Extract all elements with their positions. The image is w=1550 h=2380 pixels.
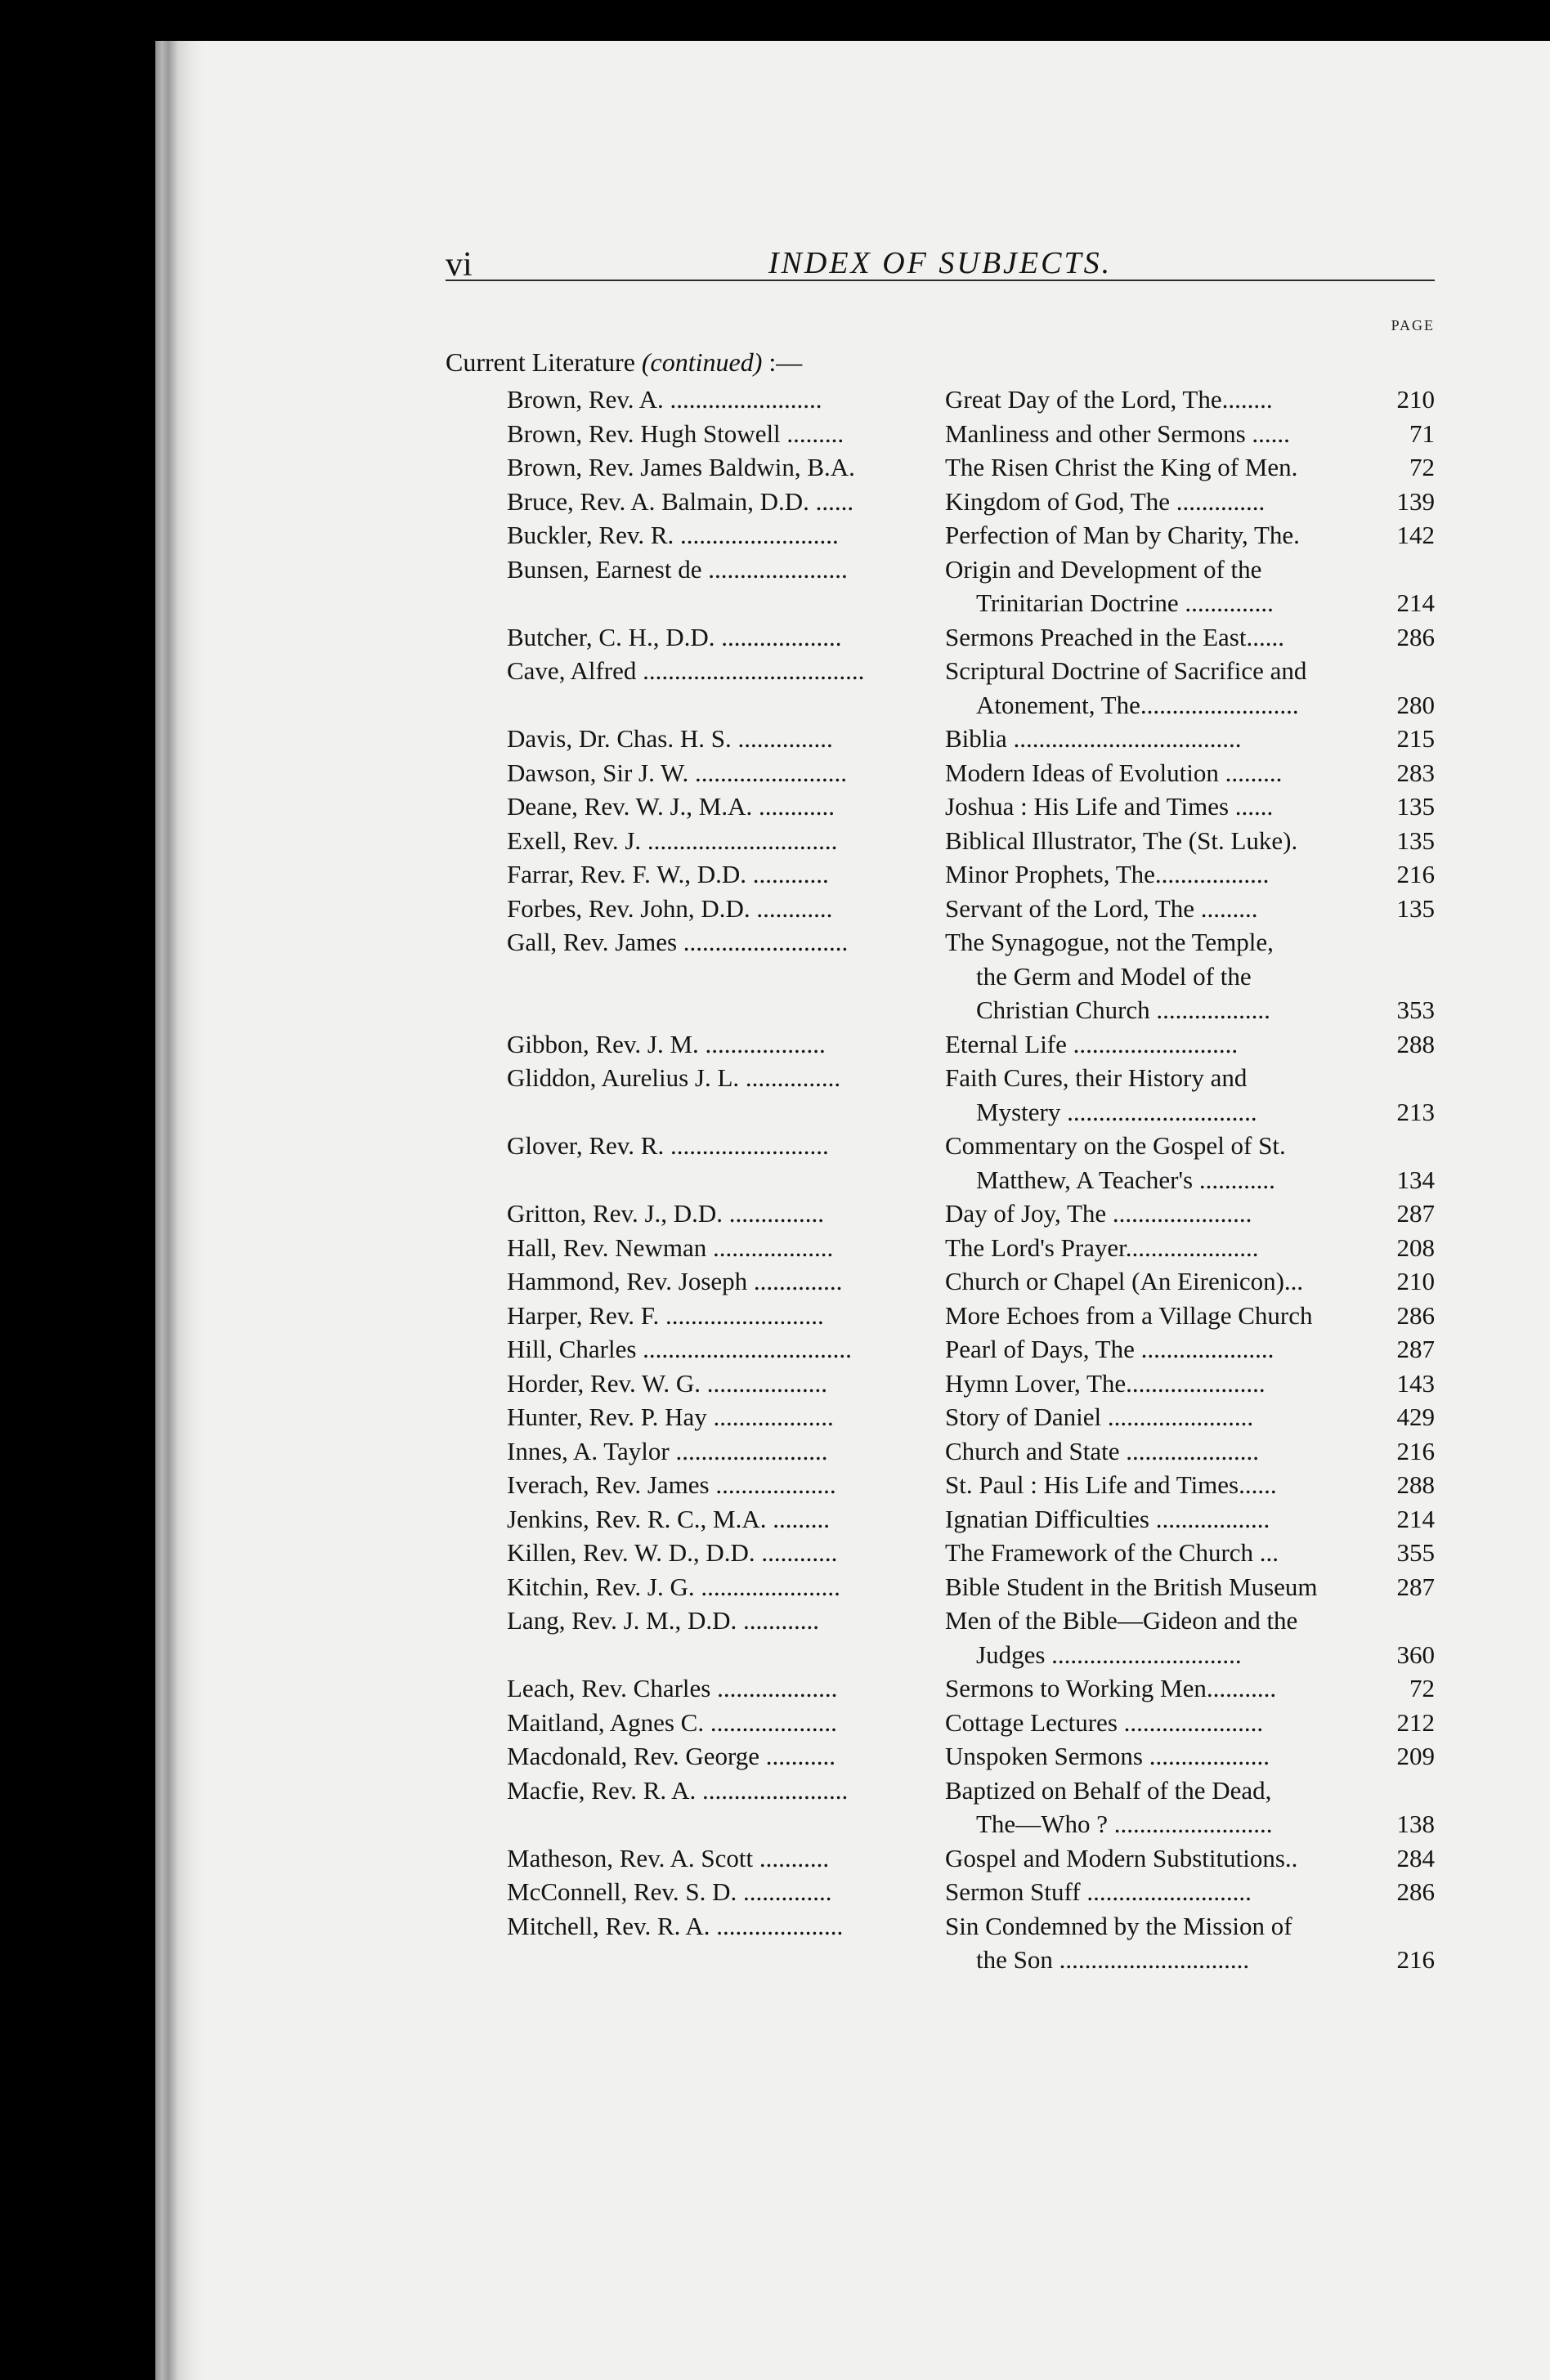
entry-page-number: 284 xyxy=(1396,1843,1435,1872)
entry-author: McConnell, Rev. S. D. .............. xyxy=(507,1877,832,1906)
entry-title: Hymn Lover, The...................... xyxy=(945,1368,1266,1398)
entry-author: Kitchin, Rev. J. G. ...................... xyxy=(507,1572,840,1601)
index-entry xyxy=(507,1706,1435,1740)
index-entry xyxy=(507,1027,1435,1062)
entry-page-number: 287 xyxy=(1396,1572,1435,1601)
entry-author: Hill, Charles ................................. xyxy=(507,1335,852,1363)
index-entry xyxy=(507,1231,1435,1265)
entry-author: Butcher, C. H., D.D. ................... xyxy=(507,622,842,651)
index-entry xyxy=(507,1739,1435,1774)
entry-page-number: 216 xyxy=(1396,860,1435,888)
index-entry xyxy=(507,824,1435,858)
entry-title: The Framework of the Church ... xyxy=(945,1538,1279,1567)
entry-author: Gritton, Rev. J., D.D. ............... xyxy=(507,1199,825,1228)
entry-page-number: 209 xyxy=(1396,1742,1435,1770)
entry-author: Mitchell, Rev. R. A. .................... xyxy=(507,1911,844,1940)
index-entry xyxy=(507,925,1435,1027)
entry-title: Minor Prophets, The.................. xyxy=(945,860,1270,888)
entry-title: Ignatian Difficulties .................. xyxy=(945,1504,1270,1533)
entry-title: Unspoken Sermons ................... xyxy=(945,1742,1270,1770)
index-entry xyxy=(507,654,1435,722)
entry-title: Scriptural Doctrine of Sacrifice and Atonement, The......................... xyxy=(945,656,1307,719)
entry-page-number: 280 xyxy=(1396,690,1435,719)
entry-page-number: 353 xyxy=(1396,995,1435,1024)
entry-page-number: 283 xyxy=(1396,758,1435,787)
entry-page-number: 138 xyxy=(1396,1810,1435,1838)
entry-page-number: 216 xyxy=(1396,1436,1435,1465)
entry-title: St. Paul : His Life and Times...... xyxy=(945,1470,1277,1499)
index-entry xyxy=(507,756,1435,790)
entry-author: Macfie, Rev. R. A. ....................... xyxy=(507,1775,849,1805)
entry-page-number: 72 xyxy=(1409,1674,1435,1702)
section-heading-text: Current Literature xyxy=(446,347,635,377)
section-continued-note: (continued) xyxy=(641,347,763,377)
entry-author: Iverach, Rev. James ................... xyxy=(507,1470,836,1499)
index-entry xyxy=(507,1468,1435,1502)
entry-author: Davis, Dr. Chas. H. S. ............... xyxy=(507,724,833,753)
entry-title: Manliness and other Sermons ...... xyxy=(945,418,1290,448)
entry-title: Church and State ..................... xyxy=(945,1436,1260,1465)
entry-title: Kingdom of God, The .............. xyxy=(945,486,1266,516)
entry-author: Harper, Rev. F. ......................... xyxy=(507,1300,824,1330)
entry-title: Story of Daniel ....................... xyxy=(945,1402,1254,1431)
entry-title: Servant of the Lord, The ......... xyxy=(945,893,1258,923)
entry-author: Farrar, Rev. F. W., D.D. ............ xyxy=(507,860,829,888)
entry-page-number: 143 xyxy=(1396,1368,1435,1398)
entry-author: Innes, A. Taylor ........................ xyxy=(507,1436,828,1465)
entry-title: Perfection of Man by Charity, The. xyxy=(945,521,1300,549)
entry-author: Killen, Rev. W. D., D.D. ............ xyxy=(507,1538,838,1567)
header-rule xyxy=(446,280,1435,281)
index-entry xyxy=(507,1774,1435,1841)
entry-title: Baptized on Behalf of the Dead, The—Who ? ......................... xyxy=(945,1775,1273,1838)
entry-page-number: 210 xyxy=(1396,1267,1435,1295)
entry-title: Faith Cures, their History and Mystery .............................. xyxy=(945,1063,1257,1126)
entry-page-number: 142 xyxy=(1396,521,1435,549)
index-entry xyxy=(507,1570,1435,1604)
entry-page-number: 286 xyxy=(1396,1300,1435,1330)
entry-page-number: 286 xyxy=(1396,1877,1435,1906)
entry-title: Day of Joy, The ...................... xyxy=(945,1199,1252,1228)
entry-author: Forbes, Rev. John, D.D. ............ xyxy=(507,893,833,923)
entry-page-number: 429 xyxy=(1396,1402,1435,1431)
entry-title: More Echoes from a Village Church xyxy=(945,1300,1313,1330)
index-entry xyxy=(507,1671,1435,1706)
entry-page-number: 135 xyxy=(1396,792,1435,821)
index-entry xyxy=(507,1332,1435,1367)
index-entry xyxy=(507,1061,1435,1129)
entry-page-number: 355 xyxy=(1396,1538,1435,1567)
entry-title: Pearl of Days, The ..................... xyxy=(945,1335,1274,1363)
entry-page-number: 213 xyxy=(1396,1097,1435,1126)
index-entry xyxy=(507,857,1435,892)
entry-author: Hall, Rev. Newman ................... xyxy=(507,1232,834,1262)
index-entry xyxy=(507,382,1435,417)
entry-title: Sin Condemned by the Mission of the Son .............................. xyxy=(945,1911,1292,1974)
entry-author: Gibbon, Rev. J. M. ................... xyxy=(507,1029,826,1058)
entry-title: Joshua : His Life and Times ...... xyxy=(945,792,1274,821)
entry-page-number: 214 xyxy=(1396,1504,1435,1533)
entry-page-number: 214 xyxy=(1396,588,1435,617)
entry-author: Bunsen, Earnest de ...................... xyxy=(507,554,848,584)
entry-page-number: 212 xyxy=(1396,1707,1435,1737)
entry-author: Deane, Rev. W. J., M.A. ............ xyxy=(507,792,835,821)
entry-title: Commentary on the Gospel of St. Matthew, A Teacher's ............ xyxy=(945,1131,1286,1194)
index-entry xyxy=(507,1367,1435,1401)
index-entry xyxy=(507,722,1435,756)
page-text-area xyxy=(446,245,1435,1974)
index-entry xyxy=(507,1264,1435,1299)
index-entry xyxy=(507,1197,1435,1231)
entry-page-number: 72 xyxy=(1409,453,1435,481)
index-entry xyxy=(507,1129,1435,1197)
entry-page-number: 288 xyxy=(1396,1470,1435,1499)
entry-title: The Risen Christ the King of Men. xyxy=(945,453,1298,481)
index-entry xyxy=(507,1841,1435,1876)
entry-author: Hammond, Rev. Joseph .............. xyxy=(507,1267,843,1295)
entry-page-number: 210 xyxy=(1396,385,1435,414)
entry-title: Biblical Illustrator, The (St. Luke). xyxy=(945,825,1298,855)
section-heading-suffix: :— xyxy=(768,347,803,377)
entry-author: Brown, Rev. James Baldwin, B.A. xyxy=(507,453,855,481)
entry-author: Jenkins, Rev. R. C., M.A. ......... xyxy=(507,1504,830,1533)
index-entry xyxy=(507,892,1435,926)
entry-author: Dawson, Sir J. W. ........................ xyxy=(507,758,847,787)
index-entry xyxy=(507,1299,1435,1333)
entry-title: Great Day of the Lord, The........ xyxy=(945,385,1273,414)
entry-author: Gall, Rev. James .......................... xyxy=(507,928,849,956)
entry-page-number: 135 xyxy=(1396,893,1435,923)
entry-page-number: 215 xyxy=(1396,724,1435,753)
entry-title: Eternal Life .......................... xyxy=(945,1029,1239,1058)
index-entry xyxy=(507,620,1435,655)
entry-title: Origin and Development of the Trinitarian Doctrine .............. xyxy=(945,554,1274,617)
entry-author: Brown, Rev. A. ........................ xyxy=(507,385,822,414)
entry-author: Hunter, Rev. P. Hay ................... xyxy=(507,1402,834,1431)
entry-title: The Synagogue, not the Temple, the Germ and Model of the Christian Church .................. xyxy=(945,928,1274,1024)
entry-author: Macdonald, Rev. George ........... xyxy=(507,1742,836,1770)
entry-title: Gospel and Modern Substitutions.. xyxy=(945,1843,1298,1872)
entry-page-number: 287 xyxy=(1396,1199,1435,1228)
page-header xyxy=(446,245,1435,294)
entry-title: Cottage Lectures ...................... xyxy=(945,1707,1264,1737)
index-entry xyxy=(507,1875,1435,1909)
section-heading xyxy=(446,347,802,378)
index-entry xyxy=(507,790,1435,824)
entry-page-number: 134 xyxy=(1396,1165,1435,1194)
entry-title: Men of the Bible—Gideon and the Judges .............................. xyxy=(945,1606,1298,1669)
entry-page-number: 360 xyxy=(1396,1640,1435,1669)
entry-author: Brown, Rev. Hugh Stowell ......... xyxy=(507,418,844,448)
entry-author: Leach, Rev. Charles ................... xyxy=(507,1674,838,1702)
entry-page-number: 139 xyxy=(1396,486,1435,516)
entry-author: Gliddon, Aurelius J. L. ............... xyxy=(507,1063,841,1092)
entry-page-number: 71 xyxy=(1409,418,1435,448)
entry-author: Exell, Rev. J. .............................. xyxy=(507,825,838,855)
entry-title: Sermon Stuff .......................... xyxy=(945,1877,1252,1906)
index-entry xyxy=(507,1400,1435,1434)
entry-page-number: 208 xyxy=(1396,1232,1435,1262)
index-entry xyxy=(507,552,1435,620)
page-binding-shadow xyxy=(155,41,204,2380)
entry-title: Church or Chapel (An Eirenicon)... xyxy=(945,1267,1304,1295)
index-entry xyxy=(507,450,1435,485)
index-entry xyxy=(507,417,1435,451)
index-entry xyxy=(507,1502,1435,1537)
entry-title: Biblia .................................... xyxy=(945,724,1242,753)
entry-title: Sermons to Working Men........... xyxy=(945,1674,1277,1702)
index-entry xyxy=(507,1536,1435,1570)
page-column-label: PAGE xyxy=(1391,317,1435,333)
entry-author: Cave, Alfred ................................... xyxy=(507,656,865,685)
entry-page-number: 216 xyxy=(1396,1945,1435,1974)
index-entry xyxy=(507,1909,1435,1977)
entry-author: Horder, Rev. W. G. ................... xyxy=(507,1368,827,1398)
running-title: INDEX OF SUBJECTS. xyxy=(768,246,1113,280)
entry-author: Buckler, Rev. R. ......................... xyxy=(507,521,839,549)
index-entry xyxy=(507,1604,1435,1671)
entry-author: Lang, Rev. J. M., D.D. ............ xyxy=(507,1606,820,1635)
index-entry-list xyxy=(507,382,1435,1977)
entry-page-number: 286 xyxy=(1396,622,1435,651)
entry-author: Bruce, Rev. A. Balmain, D.D. ...... xyxy=(507,486,854,516)
entry-page-number: 135 xyxy=(1396,825,1435,855)
index-entry xyxy=(507,1434,1435,1469)
entry-author: Matheson, Rev. A. Scott ........... xyxy=(507,1843,830,1872)
entry-title: Modern Ideas of Evolution ......... xyxy=(945,758,1283,787)
entry-author: Glover, Rev. R. ......................... xyxy=(507,1131,829,1160)
index-entry xyxy=(507,485,1435,519)
index-entry xyxy=(507,518,1435,552)
entry-page-number: 287 xyxy=(1396,1335,1435,1363)
entry-author: Maitland, Agnes C. .................... xyxy=(507,1707,837,1737)
entry-page-number: 288 xyxy=(1396,1029,1435,1058)
entry-title: Sermons Preached in the East...... xyxy=(945,622,1284,651)
page-number: vi xyxy=(446,246,473,284)
entry-title: The Lord's Prayer..................... xyxy=(945,1232,1259,1262)
entry-title: Bible Student in the British Museum xyxy=(945,1572,1318,1601)
